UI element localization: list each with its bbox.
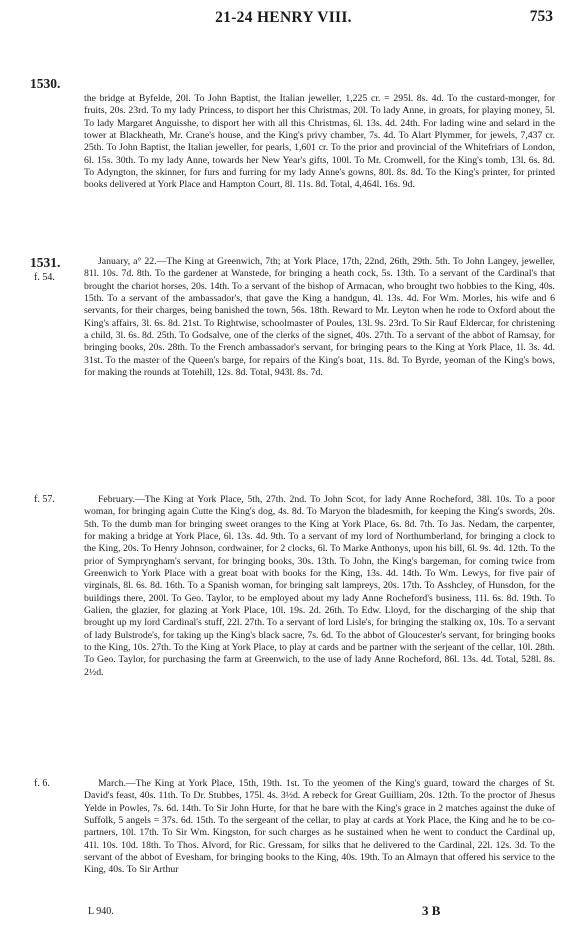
- margin-folio-54: f. 54.: [34, 272, 55, 283]
- entry-february-1531: February.—The King at York Place, 5th, 27th. 2nd. To John Scot, for lady Anne Rocheford, 38l. 10s. To a poor woman, for bringing again Cutte the King's dog, 4s. 8d. To Maryon the bladesmith, for keeping the King's swords, 20s. 5th. To the dumb man for bringing sweet oranges to the King at York Place, 6s. 8d. 7th. To Jas. Nedam, the carpenter, for making a bridge at York Place, 6l. 13s. 4d. 9th. To a servant of my lord of Northumberland, for bringing a clock to the King, 20s. To Henry Johnson, cordwainer, for 2 clocks, 6l. To Marke Anthonys, upon his bill, 6l. 9s. 4d. 12th. To the prior of Sympryngham's servant, for bringing books, 30s. 13th. To John, the King's bargeman, for coming twice from Greenwich to York Place with a great boat with books for the King, 13s. 4d. 14th. To Wm. Lewys, for five pair of virginals, 8l. 6s. 8d. 16th. To a Spanish woman, for bringing salt lampreys, 20s. 17th. To Asshcley, of Hunsdon, for the buildings there, 200l. To Geo. Taylor, to be employed about my lady Anne Rocheford's business, 11l. 6s. 8d. 19th. To Galien, the glazier, for glazing at York Place, 10l. 19s. 2d. 26th. To Edw. Lloyd, for the discharging of the ship that brought up my lord Cardinal's stuff, 22l. 27th. To a servant of lord Lisle's, for bringing the stalking ox, 10s. To a servant of lady Bulstrode's, for taking up the King's black sacre, 7s. 6d. To the abbot of Gloucester's servant, for bringing books to the King, 10s. 27th. To the King at York Place, to play at cards and be partner with the serjeant of the cellar, 10l. 28th. To Geo. Taylor, for purchasing the farm at Greenwich, to the use of lady Anne Rocheford, 86l. 13s. 4d. Total, 528l. 8s. 2½d.: [84, 494, 555, 678]
- margin-folio-57: f. 57.: [34, 494, 55, 505]
- margin-folio-6: f. 6.: [34, 778, 50, 789]
- margin-year-1530: 1530.: [30, 76, 61, 91]
- entry-december-1530: the bridge at Byfelde, 20l. To John Baptist, the Italian jeweller, 1,225 cr. = 295l. 8s. 4d. To the custard-monger, for fruits, 20s. 23rd. To my lady Princess, to disport her this Christmas, 20l. To lady Anne, in groats, for playing money, 5l. To lady Margaret Anguisshe, to disport her with all this Christmas, 6l. 13s. 4d. 24th. For lading wine and selard in the tower at Blackheath, Mr. Crane's house, and the King's privy chamber, 7s. 4d. To Alart Plymmer, for jewels, 7,437 cr. 25th. To John Baptist, the Italian jeweller, for pearls, 1,601 cr. To the prior and provincial of the Whitefriars of London, 6l. 15s. 30th. To my lady Anne, towards her New Year's gifts, 100l. To Mr. Cromwell, for the King's tomb, 13l. 6s. 8d. To Adyngton, the skinner, for furs and furring for my lady Anne's gowns, 80l. 8s. 8d. To the King's printer, for printed books delivered at York Place and Hampton Court, 8l. 11s. 8d. Total, 4,464l. 16s. 9d.: [84, 93, 555, 191]
- page-header: [0, 0, 567, 40]
- page-number: 753: [529, 8, 553, 25]
- entry-march-1531: March.—The King at York Place, 15th, 19th. 1st. To the yeomen of the King's guard, toward the charges of St. David's feast, 40s. 11th. To Dr. Stubbes, 175l. 4s. 3½d. A rebeck for Great Guilliam, 20s. 12th. To the proctor of Jhesus Yelde in Powles, 7s. 6d. 14th. To Sir John Hurte, for that he bare with the King's grace in 2 matches against the duke of Suffolk, 5 angels = 37s. 6d. 15th. To the sergeant of the cellar, to play at cards at York Place, the King and he to be co-partners, 10l. 17th. To Sir Wm. Kingston, for such charges as he sustained when he went to conduct the Cardinal up, 41l. 10s. 10d. 18th. To Thos. Alvord, for Ric. Gressam, for silks that he delivered to the Cardinal, 22l. 12s. 3d. To the servant of the abbot of Evesham, for bringing books to the King, 40s. 19th. To an Almayn that offered his service to the King, 40s. To Sir Arthur: [84, 778, 555, 876]
- running-title: 21-24 HENRY VIII.: [215, 9, 352, 26]
- entry-january-1531: January, a° 22.—The King at Greenwich, 7th; at York Place, 17th, 22nd, 26th, 29th. 5th. To John Langey, jeweller, 81l. 10s. 7d. 8th. To the gardener at Wanstede, for bringing a heath cock, 5s. 13th. To a servant of the Cardinal's that brought the chariot horses, 20s. 14th. To a servant of the bishop of Armacan, who brought two hobbies to the King, 40s. 15th. To a servant of the ambassador's, that gave the King a handgun, 4l. 13s. 4d. For Wm. Morles, his wife and 6 servants, for their charges, being banished the town, 56s. 18th. Reward to Mr. Leyton when he rode to Oxford about the King's affairs, 3l. 6s. 8d. 21st. To Rightwise, schoolmaster of Poules, 13l. 9s. 23rd. To Sir Rauf Eldercar, for christening a child, 3l. 6s. 8d. 25th. To Godsalve, one of the clerks of the signet, 40s. 27th. To a servant of the abbot of Ramsay, for bringing books, 20s. 28th. To the French ambassador's servant, for bringing pears to the King at York Place, 1l. 3s. 4d. 31st. To the master of the Queen's barge, for repairs of the King's boat, 11s. 8d. To Byrde, yeoman of the King's bows, for making the rounds at Totehill, 12s. 8d. Total, 943l. 8s. 7d.: [84, 256, 555, 379]
- margin-year-1531: 1531.: [30, 255, 61, 270]
- footer-gathering-mark: 3 B: [422, 903, 441, 918]
- footer-signature: L 940.: [88, 906, 114, 917]
